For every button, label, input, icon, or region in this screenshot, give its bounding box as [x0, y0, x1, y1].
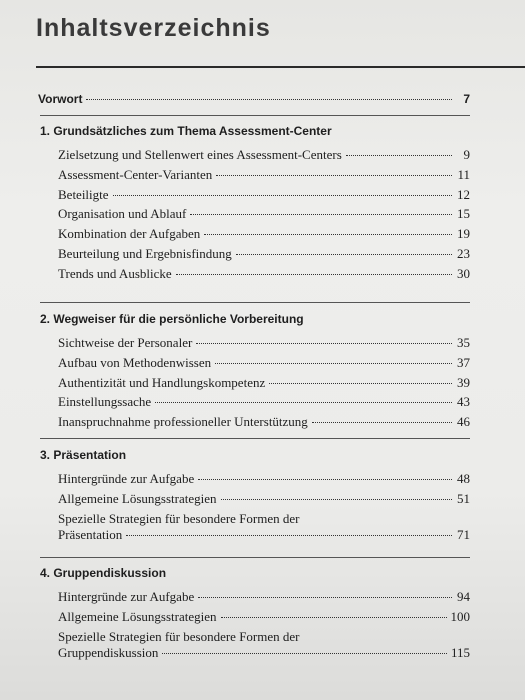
chapter-2	[40, 312, 470, 434]
leader-dots	[196, 343, 452, 344]
toc-entry[interactable]	[58, 187, 470, 203]
toc-entry[interactable]	[58, 471, 470, 487]
section-divider	[40, 438, 470, 439]
entry-page: 43	[457, 394, 470, 410]
chapter-4	[40, 566, 470, 664]
entry-page: 12	[457, 186, 470, 202]
entry-label: Beteiligte	[58, 186, 109, 202]
leader-dots	[113, 195, 452, 196]
entry-page: 35	[457, 335, 470, 350]
toc-entry[interactable]	[58, 511, 470, 543]
chapter-title: 3. Präsentation	[40, 448, 127, 462]
entry-page: 51	[457, 490, 470, 506]
entry-page: 11	[457, 166, 470, 182]
entry-label: Inanspruchnahme professioneller Unterstützung	[58, 414, 308, 430]
entry-page: 71	[457, 526, 470, 542]
entry-page: 15	[457, 206, 470, 222]
title-rule	[36, 66, 525, 68]
entry-label: Spezielle Strategien für besondere Formen der	[58, 510, 300, 526]
entry-page: 100	[450, 608, 470, 624]
leader-dots	[86, 99, 452, 100]
chapter-1	[40, 124, 470, 286]
toc-entry[interactable]	[58, 246, 470, 262]
entry-label: Allgemeine Lösungsstrategien	[58, 608, 217, 624]
entry-page: 9	[463, 147, 470, 162]
leader-dots	[269, 383, 452, 384]
entry-page: 23	[457, 245, 470, 261]
leader-dots	[190, 214, 452, 215]
entry-page: 30	[457, 265, 470, 281]
chapter-title: 4. Gruppendiskussion	[40, 566, 167, 580]
toc-entry[interactable]	[58, 491, 470, 507]
leader-dots	[198, 597, 452, 598]
entry-page: 46	[457, 414, 470, 430]
entry-label: Zielsetzung und Stellenwert eines Assessment-Centers	[58, 147, 342, 162]
section-divider	[40, 557, 470, 558]
entry-label: Beurteilung und Ergebnisfindung	[58, 245, 232, 261]
toc-entry[interactable]	[58, 629, 470, 661]
entry-label: Hintergründe zur Aufgabe	[58, 589, 195, 604]
entry-page: 19	[457, 226, 470, 242]
entry-page: 7	[463, 92, 470, 106]
entry-label-continued: Gruppendiskussion	[58, 644, 159, 660]
entry-label: Aufbau von Methodenwissen	[58, 354, 212, 370]
toc-entry[interactable]	[58, 167, 470, 183]
entry-label: Kombination der Aufgaben	[58, 226, 201, 242]
entry-label: Trends und Ausblicke	[58, 265, 172, 281]
toc-entry[interactable]	[58, 414, 470, 430]
entry-label: Spezielle Strategien für besondere Formen der	[58, 628, 300, 644]
entry-page: 37	[457, 354, 470, 370]
leader-dots	[204, 234, 452, 235]
toc-entry[interactable]	[58, 375, 470, 391]
section-divider	[40, 115, 470, 116]
leader-dots	[176, 274, 452, 275]
toc-entry[interactable]	[58, 266, 470, 282]
entry-label: Hintergründe zur Aufgabe	[58, 471, 195, 486]
leader-dots	[221, 617, 447, 618]
entry-label: Allgemeine Lösungsstrategien	[58, 490, 217, 506]
toc-entry[interactable]	[58, 589, 470, 605]
leader-dots	[126, 535, 452, 536]
leader-dots	[162, 653, 447, 654]
leader-dots	[346, 155, 452, 156]
entry-page: 115	[450, 644, 470, 660]
entry-label: Organisation und Ablauf	[58, 206, 187, 222]
chapter-3	[40, 448, 470, 546]
leader-dots	[155, 402, 452, 403]
leader-dots	[216, 175, 452, 176]
toc-entry[interactable]	[58, 147, 470, 163]
leader-dots	[312, 422, 452, 423]
toc-entry[interactable]	[58, 355, 470, 371]
entry-label: Authentizität und Handlungskompetenz	[58, 374, 266, 390]
chapter-title: 2. Wegweiser für die persönliche Vorbereitung	[40, 312, 304, 326]
toc-entry[interactable]	[58, 609, 470, 625]
section-divider	[40, 302, 470, 303]
leader-dots	[236, 254, 452, 255]
entry-label-continued: Präsentation	[58, 526, 123, 542]
toc-entry[interactable]	[58, 206, 470, 222]
entry-label: Sichtweise der Personaler	[58, 335, 193, 350]
leader-dots	[215, 363, 452, 364]
entry-label: Assessment-Center-Varianten	[58, 166, 213, 182]
entry-page: 39	[457, 374, 470, 390]
page-title: Inhaltsverzeichnis	[36, 14, 271, 42]
chapter-title: 1. Grundsätzliches zum Thema Assessment-Center	[40, 124, 332, 138]
entry-page: 94	[457, 589, 470, 604]
toc-entry[interactable]	[58, 226, 470, 242]
toc-entry[interactable]	[58, 394, 470, 410]
toc-entry-vorwort[interactable]	[38, 92, 470, 106]
entry-label: Einstellungssache	[58, 394, 152, 410]
leader-dots	[198, 479, 452, 480]
entry-label: Vorwort	[38, 92, 83, 106]
toc-entry[interactable]	[58, 335, 470, 351]
leader-dots	[221, 499, 453, 500]
entry-page: 48	[457, 471, 470, 486]
